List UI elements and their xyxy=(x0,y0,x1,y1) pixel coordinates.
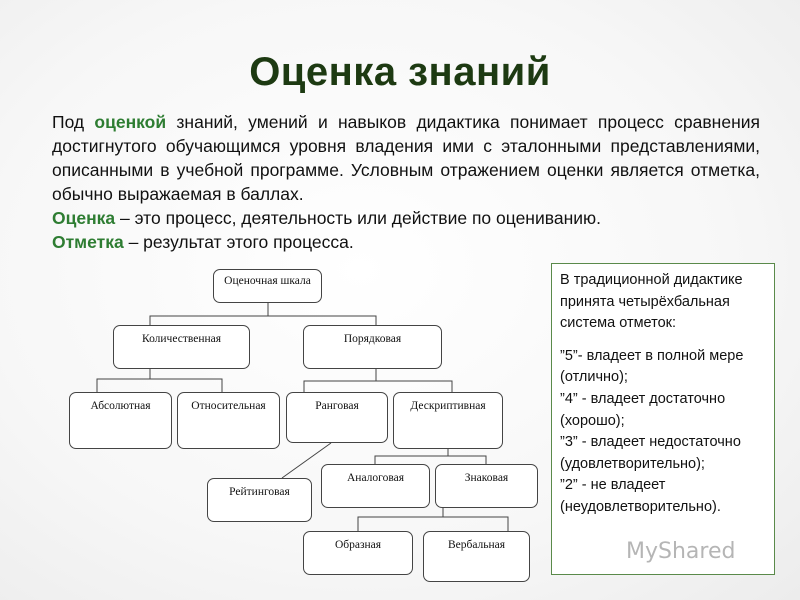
note-intro: В традиционной дидактике принята четырёхбальная система отметок: xyxy=(560,272,743,332)
connector-order-rank xyxy=(304,369,376,392)
term-otsenka: Оценка xyxy=(52,208,116,228)
connector-quant-relative xyxy=(150,379,222,392)
intro-text-run: знаний, умений и навыков дидактика понимает процесс сравнения достигнутого обучающимся уровня владения ими с эталонными представлениями, описанными в учебной программе. Условным отражением оценки является отметка, обычно выражаемая в баллах. xyxy=(52,112,760,204)
grade-item-2: ”2” - не владеет (неудовлетворительно). xyxy=(560,477,721,515)
connector-root-quant xyxy=(150,303,268,325)
connector-root-order xyxy=(268,316,376,325)
node-rank: Ранговая xyxy=(286,392,388,443)
node-descriptive: Дескриптивная xyxy=(393,392,503,449)
connector-descr-analog xyxy=(375,449,448,464)
node-quantitative: Количественная xyxy=(113,325,250,369)
definition-otmetka: – результат этого процесса. xyxy=(123,232,354,252)
grading-system-note xyxy=(551,263,775,575)
node-verbal: Вербальная xyxy=(423,531,530,582)
node-analog: Аналоговая xyxy=(321,464,430,508)
node-relative: Относительная xyxy=(177,392,280,449)
intro-text-run: Под xyxy=(52,112,95,132)
node-figurative: Образная xyxy=(303,531,413,575)
node-ordinal: Порядковая xyxy=(303,325,442,369)
grade-item-4: ”4” - владеет достаточно (хорошо); xyxy=(560,390,726,429)
connector-quant-absolute xyxy=(97,369,150,392)
connector-descr-sign xyxy=(448,456,486,464)
page-title: Оценка знаний xyxy=(249,50,551,94)
node-root: Оценочная шкала xyxy=(213,269,322,303)
watermark: MyShared xyxy=(626,539,736,564)
connector-order-descriptive xyxy=(376,381,452,392)
node-rating: Рейтинговая xyxy=(207,478,312,522)
term-otsenka-inline: оценкой xyxy=(94,112,167,132)
term-otmetka: Отметка xyxy=(52,232,124,252)
connector-sign-figurative xyxy=(358,508,443,531)
grade-item-3: ”3” - владеет недостаточно (удовлетворительно); xyxy=(560,434,741,472)
node-sign: Знаковая xyxy=(435,464,538,508)
connector-sign-verbal xyxy=(358,517,508,531)
grade-item-5: ”5”- владеет в полной мере (отлично); xyxy=(560,347,744,386)
node-absolute: Абсолютная xyxy=(69,392,172,449)
definition-otsenka: – это процесс, деятельность или действие по оцениванию. xyxy=(115,208,602,228)
